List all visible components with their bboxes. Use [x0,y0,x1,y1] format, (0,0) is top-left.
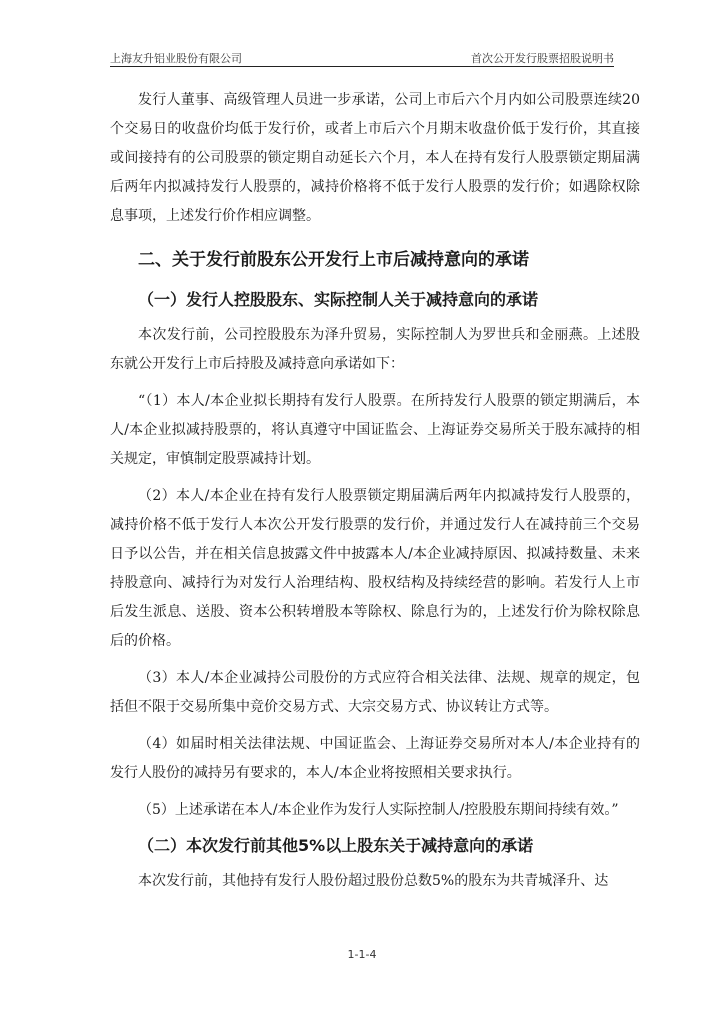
paragraph-other-shareholders: 本次发行前，其他持有发行人股份超过股份总数5%的股东为共青城泽升、达 [138,873,609,889]
header-divider [110,66,614,67]
paragraph-commitment-4: （4）如届时相关法律法规、中国证监会、上海证券交易所对本人/本企业持有的发行人股份的减持另有要求的，本人/本企业将按照相关要求执行。 [110,736,640,781]
page-number: 1-1-4 [347,948,377,961]
paragraph-lockup-extension: 发行人董事、高级管理人员进一步承诺，公司上市后六个月内如公司股票连续20个交易日的收盘价均低于发行价，或者上市后六个月期末收盘价低于发行价，其直接或间接持有的公司股票的锁定期自动延长六个月，本人在持有发行人股票锁定期届满后两年内拟减持发行人股票的，减持价格将不低于发行人股票的发行价；如遇除权除息事项，上述发行价作相应调整。 [110,92,640,224]
paragraph-controlling-shareholders: 本次发行前，公司控股股东为泽升贸易，实际控制人为罗世兵和金丽燕。上述股东就公开发行上市后持股及减持意向承诺如下： [110,327,640,372]
header-company-name: 上海友升铝业股份有限公司 [110,52,242,65]
paragraph-commitment-1: “（1）本人/本企业拟长期持有发行人股票。在所持发行人股票的锁定期满后，本人/本企业拟减持股票的，将认真遵守中国证监会、上海证券交易所关于股东减持的相关规定，审慎制定股票减持计划。 [110,393,640,467]
paragraph-commitment-2: （2）本人/本企业在持有发行人股票锁定期届满后两年内拟减持发行人股票的，减持价格不低于发行人本次公开发行股票的发行价，并通过发行人在减持前三个交易日予以公告，并在相关信息披露文件中披露本人/本企业减持原因、拟减持数量、未来持股意向、减持行为对发行人治理结构、股权结构及持续经营的影响。若发行人上市后发生派息、送股、资本公积转增股本等除权、除息行为的，上述发行价为除权除息后的价格。 [110,488,640,649]
paragraph-commitment-5: （5）上述承诺在本人/本企业作为发行人实际控制人/控股股东期间持续有效。” [138,802,619,818]
paragraph-commitment-3: （3）本人/本企业减持公司股份的方式应符合相关法律、法规、规章的规定，包括但不限于交易所集中竞价交易方式、大宗交易方式、协议转让方式等。 [110,670,640,715]
subsection-heading-1: （一）发行人控股股东、实际控制人关于减持意向的承诺 [138,290,539,309]
subsection-heading-2: （二）本次发行前其他5%以上股东关于减持意向的承诺 [138,836,534,855]
section-heading-2: 二、关于发行前股东公开发行上市后减持意向的承诺 [138,250,529,270]
document-body [110,86,640,896]
header-document-title: 首次公开发行股票招股说明书 [471,52,614,65]
